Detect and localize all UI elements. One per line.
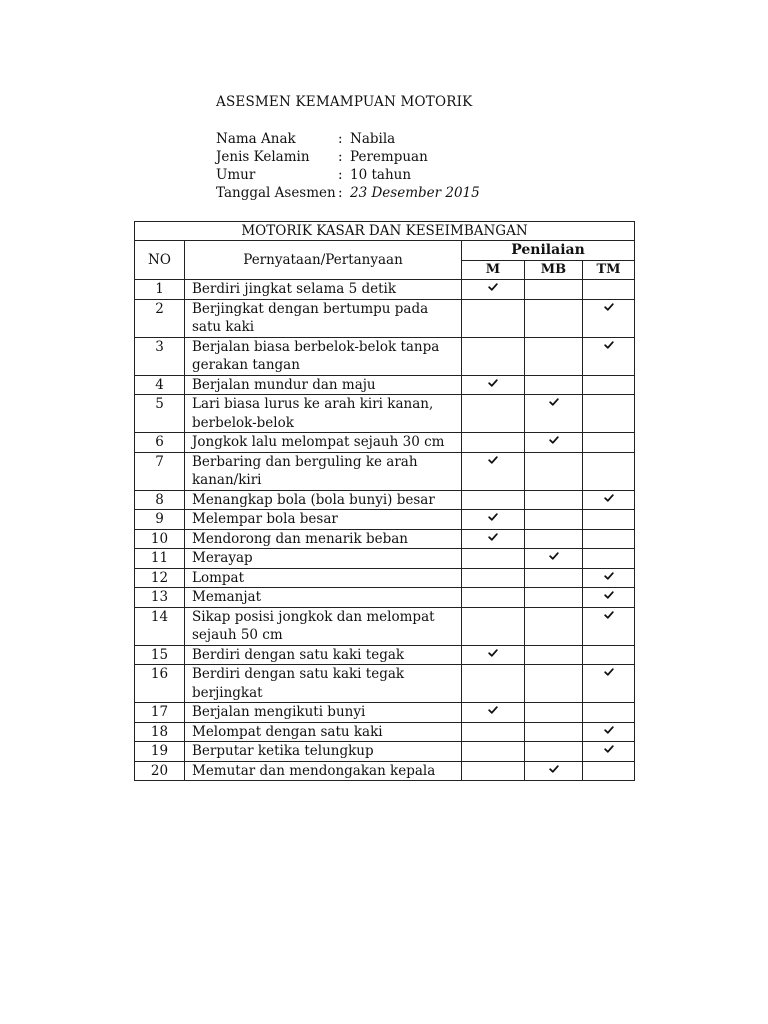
rating-cell-m <box>462 588 525 608</box>
header-rating-tm: TM <box>583 261 635 280</box>
check-icon <box>604 590 614 600</box>
rating-cell-tm <box>583 722 635 742</box>
rating-cell-tm <box>583 665 635 703</box>
row-statement: Mendorong dan menarik beban <box>185 529 462 549</box>
table-row <box>135 529 635 549</box>
rating-cell-m <box>462 568 525 588</box>
table-row <box>135 588 635 608</box>
row-statement: Berjalan mundur dan maju <box>185 375 462 395</box>
rating-cell-tm <box>583 607 635 645</box>
check-icon <box>604 744 614 754</box>
info-row <box>216 184 480 202</box>
rating-cell-tm <box>583 452 635 490</box>
row-number: 3 <box>135 337 185 375</box>
info-row <box>216 166 480 184</box>
rating-cell-m <box>462 490 525 510</box>
row-number: 13 <box>135 588 185 608</box>
table-row <box>135 549 635 569</box>
row-number: 8 <box>135 490 185 510</box>
info-separator: : <box>338 149 343 165</box>
rating-cell-tm <box>583 742 635 762</box>
table-row <box>135 607 635 645</box>
check-icon <box>488 648 498 658</box>
table-row <box>135 703 635 723</box>
table-row <box>135 568 635 588</box>
row-number: 18 <box>135 722 185 742</box>
rating-cell-mb <box>525 433 583 453</box>
rating-cell-mb <box>525 722 583 742</box>
child-info <box>216 130 480 202</box>
rating-cell-m <box>462 761 525 781</box>
rating-cell-tm <box>583 645 635 665</box>
rating-cell-mb <box>525 510 583 530</box>
info-label: Tanggal Asesmen <box>216 185 336 201</box>
rating-cell-m <box>462 722 525 742</box>
check-icon <box>549 435 559 445</box>
row-statement: Merayap <box>185 549 462 569</box>
row-number: 19 <box>135 742 185 762</box>
rating-cell-m <box>462 337 525 375</box>
rating-cell-m <box>462 703 525 723</box>
row-number: 2 <box>135 299 185 337</box>
info-label: Jenis Kelamin <box>216 149 310 165</box>
rating-cell-mb <box>525 395 583 433</box>
check-icon <box>604 667 614 677</box>
row-statement: Sikap posisi jongkok dan melompat sejauh 50 cm <box>185 607 462 645</box>
check-icon <box>549 397 559 407</box>
row-number: 10 <box>135 529 185 549</box>
row-statement: Berbaring dan berguling ke arah kanan/kiri <box>185 452 462 490</box>
row-number: 12 <box>135 568 185 588</box>
table-row <box>135 452 635 490</box>
row-number: 1 <box>135 280 185 300</box>
header-no: NO <box>135 241 185 280</box>
info-value: Perempuan <box>350 149 428 165</box>
row-number: 4 <box>135 375 185 395</box>
check-icon <box>488 282 498 292</box>
info-label: Nama Anak <box>216 131 296 147</box>
table-row <box>135 665 635 703</box>
row-statement: Berdiri dengan satu kaki tegak <box>185 645 462 665</box>
rating-cell-mb <box>525 607 583 645</box>
rating-cell-tm <box>583 375 635 395</box>
row-number: 17 <box>135 703 185 723</box>
row-statement: Lompat <box>185 568 462 588</box>
check-icon <box>488 455 498 465</box>
rating-cell-mb <box>525 337 583 375</box>
row-number: 15 <box>135 645 185 665</box>
rating-cell-m <box>462 529 525 549</box>
info-value: Nabila <box>350 131 396 147</box>
row-statement: Memutar dan mendongakan kepala <box>185 761 462 781</box>
rating-cell-m <box>462 452 525 490</box>
table-row <box>135 375 635 395</box>
rating-cell-mb <box>525 299 583 337</box>
row-number: 7 <box>135 452 185 490</box>
info-separator: : <box>338 185 343 201</box>
rating-cell-tm <box>583 337 635 375</box>
rating-cell-m <box>462 375 525 395</box>
row-statement: Jongkok lalu melompat sejauh 30 cm <box>185 433 462 453</box>
document-title: ASESMEN KEMAMPUAN MOTORIK <box>216 94 473 110</box>
rating-cell-tm <box>583 761 635 781</box>
rating-cell-tm <box>583 529 635 549</box>
table-row <box>135 510 635 530</box>
rating-cell-mb <box>525 490 583 510</box>
table-row <box>135 337 635 375</box>
table-row <box>135 280 635 300</box>
table-row <box>135 742 635 762</box>
check-icon <box>488 532 498 542</box>
row-number: 11 <box>135 549 185 569</box>
row-statement: Berdiri jingkat selama 5 detik <box>185 280 462 300</box>
row-statement: Berjingkat dengan bertumpu pada satu kaki <box>185 299 462 337</box>
row-statement: Lari biasa lurus ke arah kiri kanan, berbelok-belok <box>185 395 462 433</box>
table-row <box>135 433 635 453</box>
check-icon <box>604 340 614 350</box>
rating-cell-mb <box>525 280 583 300</box>
header-rating-mb: MB <box>525 261 583 280</box>
section-title: MOTORIK KASAR DAN KESEIMBANGAN <box>135 222 635 241</box>
rating-cell-tm <box>583 549 635 569</box>
rating-cell-mb <box>525 703 583 723</box>
rating-cell-mb <box>525 742 583 762</box>
header-penilaian: Penilaian <box>462 241 635 261</box>
rating-cell-tm <box>583 490 635 510</box>
rating-cell-mb <box>525 452 583 490</box>
table-row <box>135 761 635 781</box>
rating-cell-m <box>462 665 525 703</box>
rating-cell-tm <box>583 395 635 433</box>
row-statement: Melempar bola besar <box>185 510 462 530</box>
row-number: 9 <box>135 510 185 530</box>
rating-cell-mb <box>525 665 583 703</box>
rating-cell-m <box>462 607 525 645</box>
rating-cell-mb <box>525 761 583 781</box>
row-statement: Memanjat <box>185 588 462 608</box>
check-icon <box>549 764 559 774</box>
rating-cell-tm <box>583 299 635 337</box>
rating-cell-tm <box>583 280 635 300</box>
rating-cell-tm <box>583 510 635 530</box>
check-icon <box>604 493 614 503</box>
header-question: Pernyataan/Pertanyaan <box>185 241 462 280</box>
rating-cell-m <box>462 395 525 433</box>
check-icon <box>604 571 614 581</box>
check-icon <box>604 302 614 312</box>
row-statement: Berdiri dengan satu kaki tegak berjingkat <box>185 665 462 703</box>
table-row <box>135 722 635 742</box>
info-label: Umur <box>216 167 256 183</box>
rating-cell-tm <box>583 568 635 588</box>
info-value: 10 tahun <box>350 167 412 183</box>
row-statement: Melompat dengan satu kaki <box>185 722 462 742</box>
row-number: 20 <box>135 761 185 781</box>
info-value: 23 Desember 2015 <box>350 185 480 201</box>
row-number: 16 <box>135 665 185 703</box>
check-icon <box>549 551 559 561</box>
row-number: 14 <box>135 607 185 645</box>
row-number: 5 <box>135 395 185 433</box>
rating-cell-m <box>462 549 525 569</box>
info-separator: : <box>338 167 343 183</box>
rating-cell-mb <box>525 645 583 665</box>
rating-cell-m <box>462 280 525 300</box>
row-number: 6 <box>135 433 185 453</box>
rating-cell-mb <box>525 568 583 588</box>
rating-cell-m <box>462 299 525 337</box>
rating-cell-m <box>462 433 525 453</box>
check-icon <box>488 378 498 388</box>
table-row <box>135 299 635 337</box>
rating-cell-tm <box>583 703 635 723</box>
table-row <box>135 645 635 665</box>
assessment-table <box>134 221 635 781</box>
table-row <box>135 395 635 433</box>
check-icon <box>604 725 614 735</box>
rating-cell-mb <box>525 529 583 549</box>
row-statement: Menangkap bola (bola bunyi) besar <box>185 490 462 510</box>
rating-cell-mb <box>525 375 583 395</box>
row-statement: Berjalan mengikuti bunyi <box>185 703 462 723</box>
row-statement: Berjalan biasa berbelok-belok tanpa gerakan tangan <box>185 337 462 375</box>
rating-cell-mb <box>525 549 583 569</box>
rating-cell-mb <box>525 588 583 608</box>
rating-cell-tm <box>583 588 635 608</box>
rating-cell-m <box>462 645 525 665</box>
rating-cell-m <box>462 742 525 762</box>
rating-cell-m <box>462 510 525 530</box>
check-icon <box>488 512 498 522</box>
info-separator: : <box>338 131 343 147</box>
info-row <box>216 148 480 166</box>
check-icon <box>488 705 498 715</box>
check-icon <box>604 610 614 620</box>
header-rating-m: M <box>462 261 525 280</box>
table-row <box>135 490 635 510</box>
rating-cell-tm <box>583 433 635 453</box>
row-statement: Berputar ketika telungkup <box>185 742 462 762</box>
info-row <box>216 130 480 148</box>
